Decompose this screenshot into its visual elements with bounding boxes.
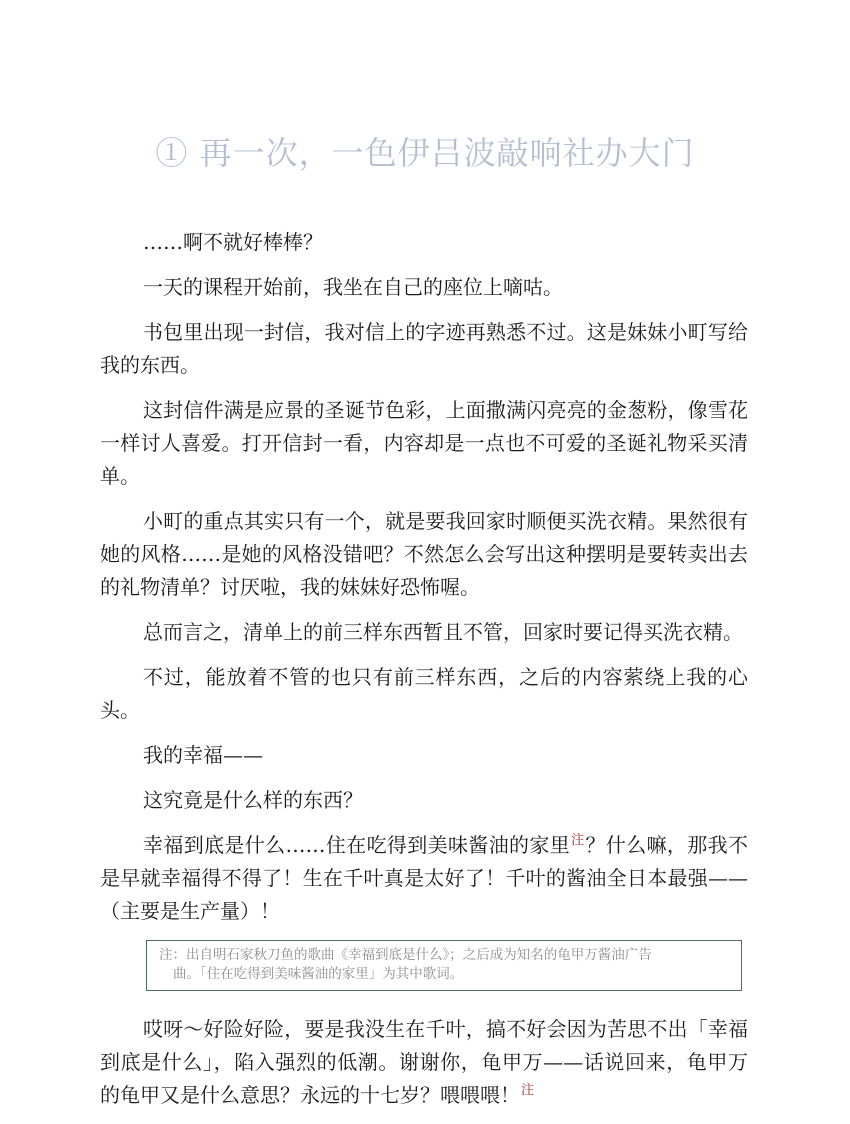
paragraph: 总而言之，清单上的前三样东西暂且不管，回家时要记得买洗衣精。 (143, 620, 743, 644)
paragraph: 我的幸福—— (143, 743, 263, 767)
footnote-line-1: 注：出自明石家秋刀鱼的歌曲《幸福到底是什么》；之后成为知名的龟甲万酱油广告 (159, 947, 652, 963)
chapter-title: ① 再一次，一色伊吕波敲响社办大门 (155, 134, 695, 172)
paragraph-last (100, 1013, 748, 1112)
paragraph: 小町的重点其实只有一个，就是要我回家时顺便买洗衣精。果然很有她的风格……是她的风格没错吧？不然怎么会写出这种摆明是要转卖出去的礼物清单？讨厌啦，我的妹妹好恐怖喔。 (100, 509, 748, 599)
footnote-line-2: 曲。「住在吃得到美味酱油的家里」为其中歌词。 (173, 966, 464, 982)
paragraph: 一天的课程开始前，我坐在自己的座位上嘀咕。 (143, 275, 563, 299)
footnote-marker[interactable]: 注 (521, 1083, 535, 1099)
footnote-box (146, 940, 742, 991)
paragraph-text-before: 幸福到底是什么……住在吃得到美味酱油的家里 (143, 833, 571, 857)
paragraph: 不过，能放着不管的也只有前三样东西，之后的内容萦绕上我的心头。 (100, 665, 748, 722)
footnote-marker[interactable]: 注 (571, 833, 585, 849)
paragraph: 这究竟是什么样的东西？ (143, 788, 363, 812)
paragraph: 书包里出现一封信，我对信上的字迹再熟悉不过。这是妹妹小町写给我的东西。 (100, 320, 748, 377)
body-text (100, 226, 748, 1124)
paragraph: 这封信件满是应景的圣诞节色彩，上面撒满闪亮亮的金葱粉，像雪花一样讨人喜爱。打开信封一看，内容却是一点也不可爱的圣诞礼物采买清单。 (100, 398, 748, 488)
paragraph-text: 哎呀～好险好险，要是我没生在千叶，搞不好会因为苦思不出「幸福到底是什么」，陷入强烈的低潮。谢谢你，龟甲万——话说回来，龟甲万的龟甲又是什么意思？永远的十七岁？喂喂喂！ (100, 1017, 748, 1107)
paragraph-with-footnote (100, 829, 748, 928)
paragraph: ……啊不就好棒棒？ (143, 230, 323, 254)
paragraph-text-after: ？什么嘛，那我不是早就幸福得不得了！生在千叶真是太好了！千叶的酱油全日本最强——（主要是生产量）！ (100, 833, 748, 923)
